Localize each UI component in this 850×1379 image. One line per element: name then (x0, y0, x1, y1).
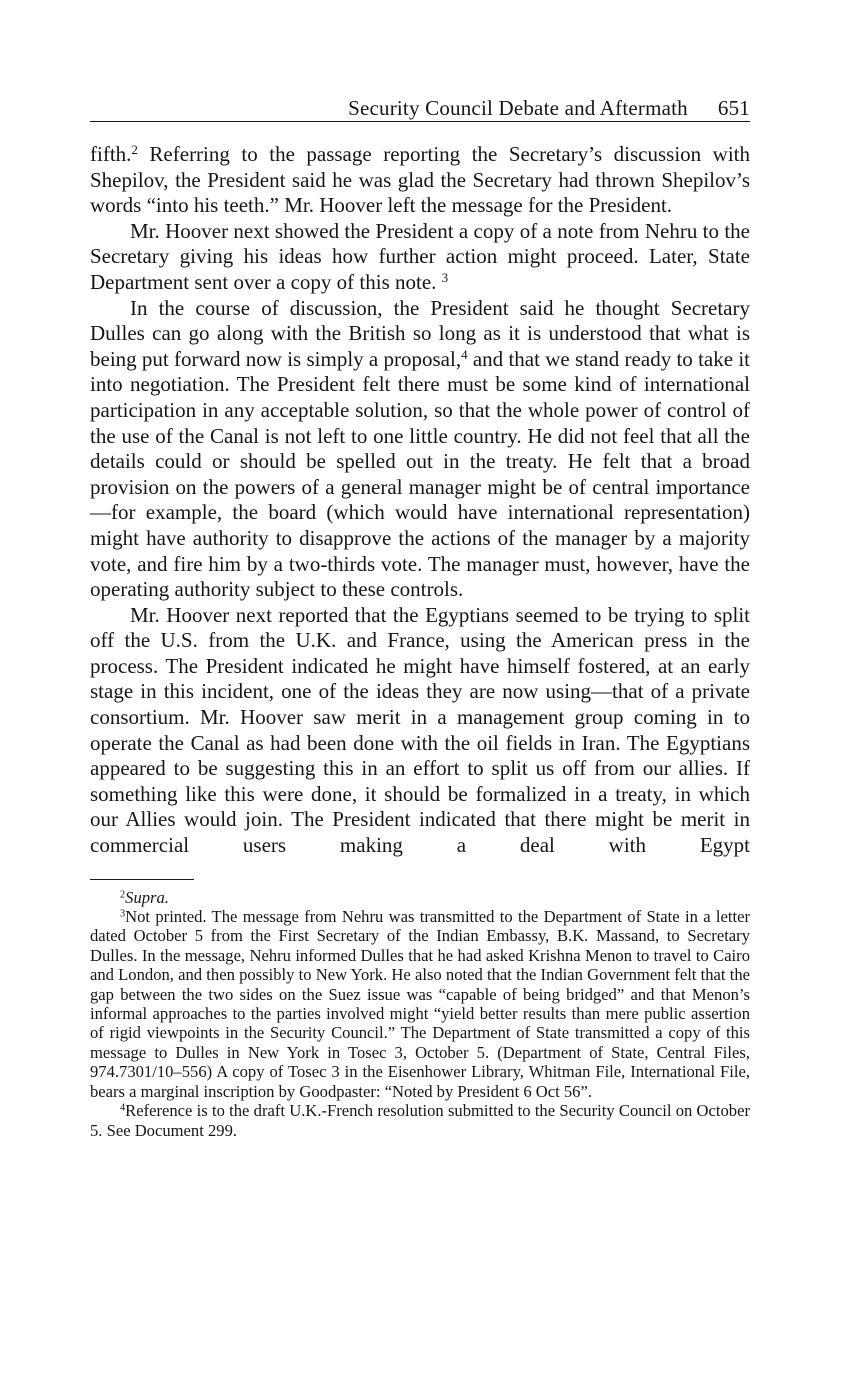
footnote-text: Reference is to the draft U.K.-French resolution submitted to the Security Council on October 5. See Document 299. (90, 1101, 750, 1140)
footnote-marker: 3 (120, 908, 126, 920)
footnote (90, 907, 750, 1101)
paragraph (90, 219, 750, 296)
footnote-reference: 4 (461, 346, 468, 362)
footnote-reference: 3 (441, 269, 449, 285)
footnote-marker: 4 (120, 1102, 126, 1114)
paragraph-text: Mr. Hoover next showed the President a copy of a note from Nehru to the Secretary giving his ideas how further action might proceed. Later, State Department sent over a copy of this note. (90, 218, 750, 294)
paragraph (90, 296, 750, 603)
paragraph (90, 603, 750, 859)
paragraph-text: Referring to the passage reporting the Secretary’s discussion with Shepilov, the President said he was glad the Secretary had thrown Shepilov’s words “into his teeth.” Mr. Hoover left the message for the President. (90, 142, 750, 218)
paragraph-text: fifth. (90, 142, 132, 166)
footnote-reference: 2 (131, 141, 138, 157)
paragraph-text: and that we stand ready to take it into negotiation. The President felt there must be some kind of international participation in any acceptable solution, so that the whole power of control of the use of the Canal is not left to one little country. He did not feel that all the details could or should be spelled out in the treaty. He felt that a broad provision on the powers of a general manager might be of central importance—for example, the board (which would have international representation) might have authority to disapprove the actions of the manager by a majority vote, and fire him by a two-thirds vote. The manager must, however, have the operating authority subject to these controls. (90, 346, 750, 602)
running-title: Security Council Debate and Aftermath (348, 96, 688, 120)
document-page (90, 96, 750, 1140)
footnote-divider (90, 879, 194, 880)
footnote-text: Not printed. The message from Nehru was transmitted to the Department of State in a letter dated October 5 from the First Secretary of the Indian Embassy, B.K. Massand, to Secretary Dulles. In the message, Nehru informed Dulles that he had asked Krishna Menon to travel to Cairo and London, and then possibly to New York. He also noted that the Indian Government felt that the gap between the two sides on the Suez issue was “capable of being bridged” and that Menon’s informal approaches to the parties involved might “yield better results than mere public assertion of rigid viewpoints in the Security Council.” The Department of State transmitted a copy of this message to Dulles in New York in Tosec 3, October 5. (Department of State, Central Files, 974.7301/10–556) A copy of Tosec 3 in the Eisenhower Library, Whitman File, International File, bears a marginal inscription by Goodpaster: “Noted by President 6 Oct 56”. (90, 907, 750, 1101)
paragraph-text: In the course of discussion, the President said he thought Secretary Dulles can go along with the British so long as it is understood that what is being put forward now is simply a proposal, (90, 295, 750, 371)
footnotes (90, 888, 750, 1140)
footnote-marker: 2 (120, 888, 126, 900)
body-text (90, 142, 750, 859)
footnote-text: Supra. (125, 887, 169, 907)
footnote (90, 1101, 750, 1140)
footnote (90, 888, 750, 907)
page-number: 651 (717, 96, 750, 120)
paragraph (90, 142, 750, 219)
running-header (90, 96, 750, 122)
paragraph-text: Mr. Hoover next reported that the Egyptians seemed to be trying to split off the U.S. from the U.K. and France, using the American press in the process. The President indicated he might have himself fostered, at an early stage in this incident, one of the ideas they are now using—that of a private consortium. Mr. Hoover saw merit in a management group coming in to operate the Canal as had been done with the oil fields in Iran. The Egyptians appeared to be suggesting this in an effort to split us off from our allies. If something like this were done, it should be formalized in a treaty, in which our Allies would join. The President indicated that there might be merit in commercial users making a deal with Egypt (90, 602, 750, 858)
